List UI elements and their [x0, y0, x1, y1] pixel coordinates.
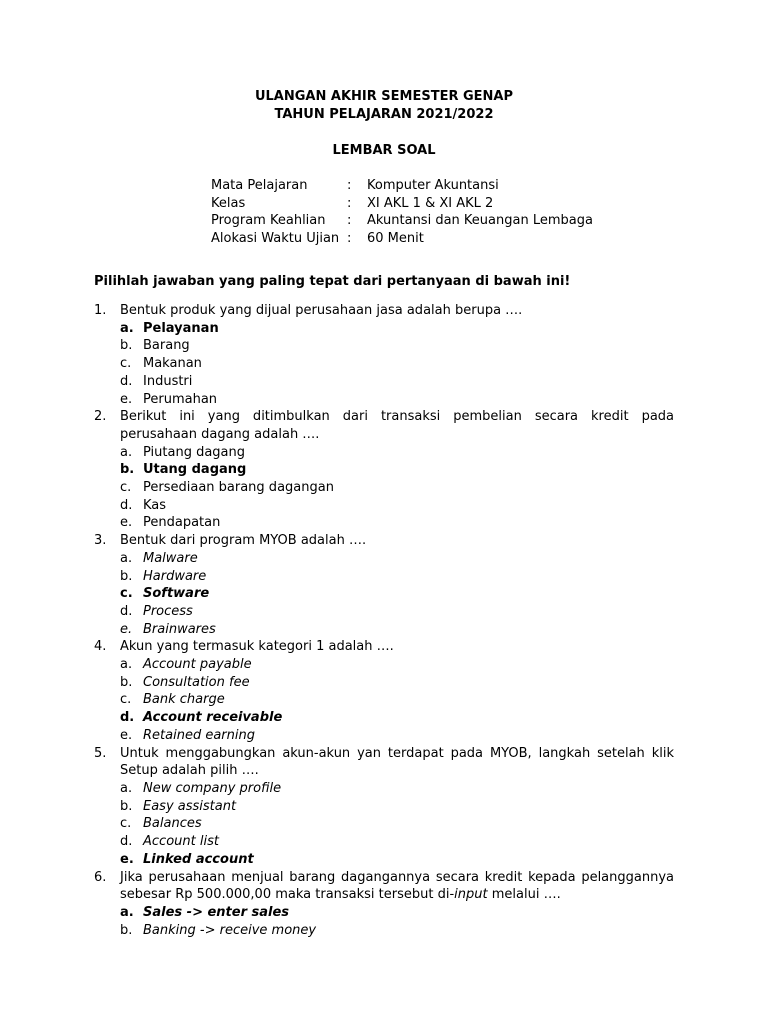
option-letter: b.	[120, 674, 133, 690]
info-row-class	[211, 195, 593, 213]
info-label: Kelas	[211, 195, 246, 211]
option-text: Perumahan	[143, 391, 218, 407]
option	[94, 780, 674, 798]
info-value: XI AKL 1 & XI AKL 2	[367, 195, 494, 211]
option-text: Account payable	[143, 657, 252, 673]
info-label: Alokasi Waktu Ujian	[211, 231, 340, 247]
option-text: Persediaan barang dagangan	[143, 480, 334, 496]
info-row-duration	[211, 230, 593, 248]
question-text-part: Jika perusahaan menjual barang dagangannya secara kredit kepada pelanggannya sebesar Rp 500.000,00 maka transaksi tersebut di-	[120, 869, 674, 903]
option	[94, 585, 674, 603]
option	[94, 355, 674, 373]
option	[94, 603, 674, 621]
option-text: Industri	[143, 373, 193, 389]
info-row-program	[211, 212, 593, 230]
option-letter: a.	[120, 657, 133, 673]
question-number: 1.	[94, 303, 107, 318]
option	[94, 851, 674, 869]
option-letter: e.	[120, 515, 133, 531]
question-6	[94, 869, 674, 904]
option-text: Barang	[143, 338, 190, 354]
option	[94, 479, 674, 497]
option	[94, 727, 674, 745]
option	[94, 904, 674, 922]
info-colon: :	[347, 178, 352, 193]
exam-info	[211, 177, 593, 248]
option-text: Balances	[143, 816, 202, 832]
exam-header	[0, 88, 768, 160]
option	[94, 815, 674, 833]
option	[94, 833, 674, 851]
option-text: Process	[143, 603, 193, 619]
header-title: ULANGAN AKHIR SEMESTER GENAP	[254, 89, 514, 104]
option-text: Makanan	[143, 356, 202, 372]
option	[94, 922, 674, 940]
sheet-title: LEMBAR SOAL	[332, 143, 436, 158]
question-number: 3.	[94, 533, 107, 549]
question-text-part: melalui ….	[487, 887, 561, 903]
option-text: Utang dagang	[143, 462, 247, 478]
question-5	[94, 745, 674, 780]
option	[94, 568, 674, 586]
instruction-text: Pilihlah jawaban yang paling tepat dari pertanyaan di bawah ini!	[94, 274, 571, 289]
option	[94, 691, 674, 709]
option-letter: e.	[120, 851, 134, 867]
question-number: 6.	[94, 869, 107, 885]
info-value: Komputer Akuntansi	[367, 178, 499, 193]
option-text: Sales -> enter sales	[143, 904, 290, 920]
option	[94, 656, 674, 674]
option	[94, 320, 674, 338]
question-number: 2.	[94, 409, 107, 425]
option-text: Kas	[143, 497, 167, 513]
question-number: 5.	[94, 745, 107, 761]
question-text: Bentuk dari program MYOB adalah ….	[120, 533, 367, 549]
option-letter: c.	[120, 692, 132, 708]
option-letter: b.	[120, 922, 133, 938]
question-number: 4.	[94, 639, 107, 655]
option-text: New company profile	[143, 780, 282, 796]
option	[94, 514, 674, 532]
question-text: Untuk menggabungkan akun-akun yan terdapat pada MYOB, langkah setelah klik Setup adalah pilih ….	[120, 745, 674, 779]
option-letter: e.	[120, 727, 133, 743]
option-text: Hardware	[143, 568, 207, 584]
option-text: Piutang dagang	[143, 444, 246, 460]
option-letter: c.	[120, 356, 132, 372]
option	[94, 373, 674, 391]
option	[94, 709, 674, 727]
option-text: Malware	[143, 550, 198, 566]
question-2	[94, 408, 674, 443]
question-text	[120, 869, 674, 904]
option	[94, 461, 674, 479]
question-text: Berikut ini yang ditimbulkan dari transaksi pembelian secara kredit pada perusahaan dagang adalah ….	[120, 409, 674, 442]
option-letter: a.	[120, 550, 133, 566]
header-academic-year: TAHUN PELAJARAN 2021/2022	[274, 107, 494, 122]
option-letter: a.	[120, 904, 134, 920]
option-text: Banking -> receive money	[143, 922, 317, 938]
info-value: 60 Menit	[367, 231, 424, 247]
option-text: Consultation fee	[143, 674, 250, 690]
option-letter: e.	[120, 621, 133, 637]
option-letter: b.	[120, 338, 133, 354]
question-4	[94, 638, 674, 656]
question-text-italic: input	[454, 887, 488, 903]
question-3	[94, 532, 674, 550]
option	[94, 497, 674, 515]
option-letter: d.	[120, 603, 133, 619]
option-text: Linked account	[143, 851, 254, 867]
option	[94, 444, 674, 462]
info-colon: :	[347, 195, 352, 211]
option-letter: c.	[120, 480, 132, 496]
info-colon: :	[347, 231, 352, 247]
option-letter: b.	[120, 568, 133, 584]
option-letter: d.	[120, 710, 135, 726]
option-text: Pendapatan	[143, 515, 221, 531]
option-letter: a.	[120, 780, 133, 796]
option-text: Bank charge	[143, 692, 225, 708]
option-text: Brainwares	[143, 621, 216, 637]
option-text: Pelayanan	[143, 320, 219, 336]
option-letter: a.	[120, 444, 133, 460]
info-colon: :	[347, 213, 352, 229]
question-text: Bentuk produk yang dijual perusahaan jasa adalah berupa ….	[120, 303, 523, 318]
option-letter: d.	[120, 834, 133, 850]
option	[94, 391, 674, 409]
question-text: Akun yang termasuk kategori 1 adalah ….	[120, 639, 394, 655]
option-text: Software	[143, 586, 210, 602]
option-letter: e.	[120, 391, 133, 407]
option-text: Retained earning	[143, 727, 255, 743]
info-row-subject	[211, 177, 593, 195]
option	[94, 798, 674, 816]
option-text: Account list	[143, 834, 219, 850]
option	[94, 621, 674, 639]
question-list	[94, 302, 674, 939]
option-letter: c.	[120, 586, 133, 602]
option-letter: b.	[120, 798, 133, 814]
option-letter: a.	[120, 320, 134, 336]
option-letter: d.	[120, 497, 133, 513]
option-letter: d.	[120, 373, 133, 389]
option-text: Easy assistant	[143, 798, 237, 814]
option	[94, 674, 674, 692]
info-label: Mata Pelajaran	[211, 178, 308, 193]
info-value: Akuntansi dan Keuangan Lembaga	[367, 213, 593, 229]
option	[94, 337, 674, 355]
question-1	[94, 302, 674, 320]
option-text: Account receivable	[143, 710, 283, 726]
option	[94, 550, 674, 568]
info-label: Program Keahlian	[211, 213, 326, 229]
option-letter: b.	[120, 462, 135, 478]
option-letter: c.	[120, 816, 132, 832]
